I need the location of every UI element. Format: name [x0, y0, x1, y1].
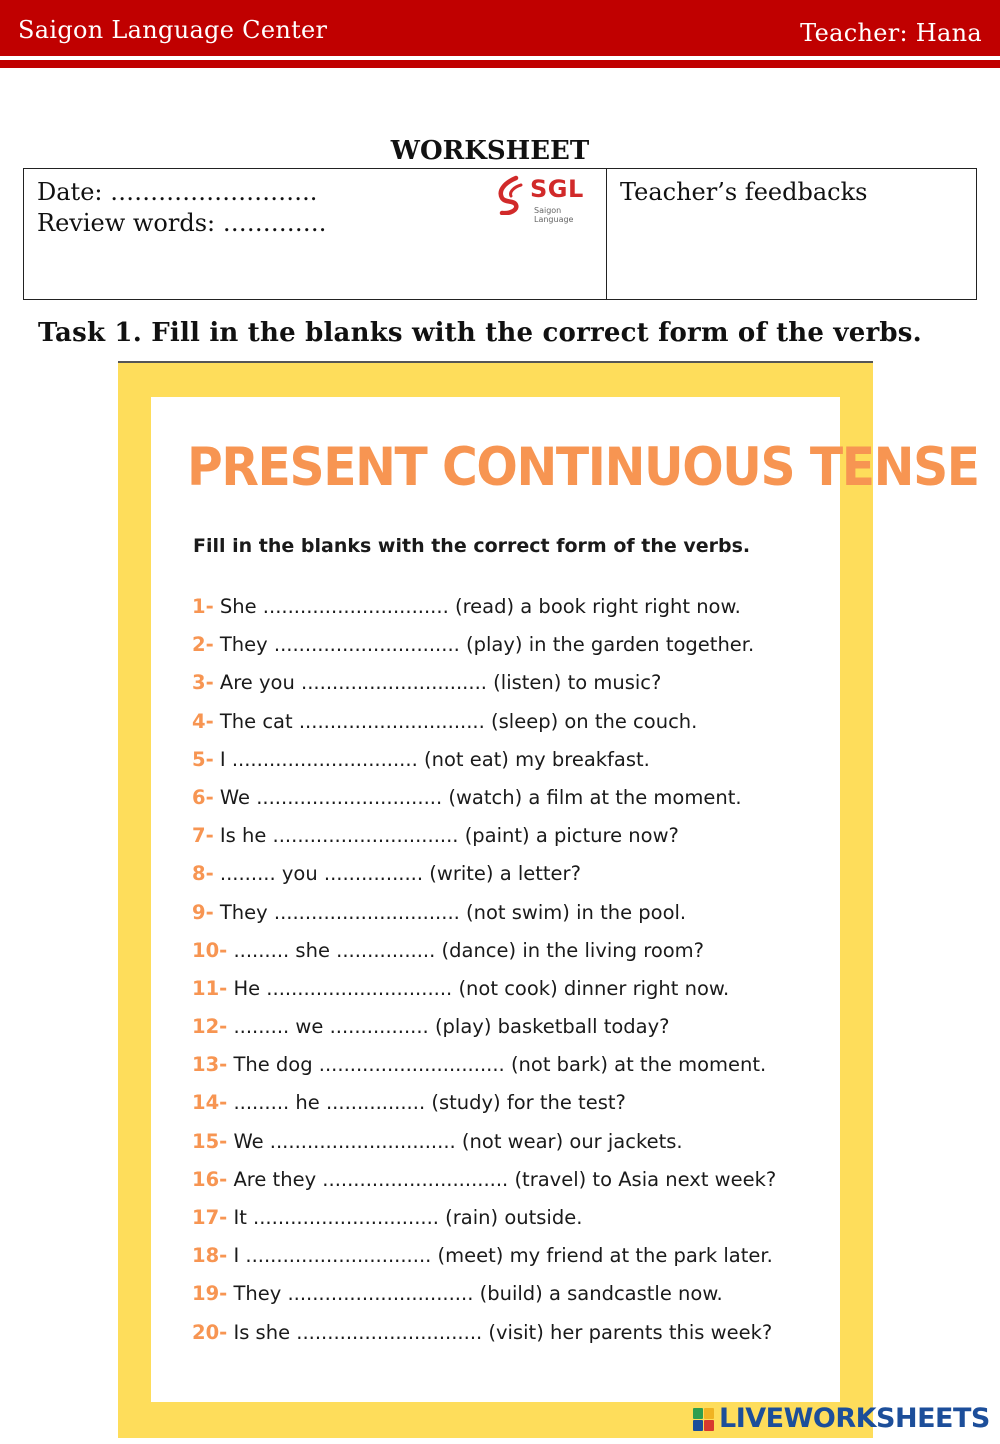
exercise-item	[192, 824, 832, 862]
exercise-number: 4-	[192, 709, 214, 733]
liveworksheets-logo-icon	[693, 1408, 715, 1432]
info-right-cell	[607, 169, 976, 299]
exercise-sentence: He .............................. (not cook) dinner right now.	[233, 976, 730, 1000]
exercise-number: 11-	[192, 976, 228, 1000]
exercise-sentence: I .............................. (not eat) my breakfast.	[219, 747, 650, 771]
review-words-line: Review words: ………….	[37, 209, 327, 237]
exercise-number: 3-	[192, 671, 214, 695]
exercise-sentence: We .............................. (not wear) our jackets.	[233, 1129, 683, 1153]
exercise-sentence: They .............................. (not swim) in the pool.	[219, 900, 687, 924]
exercise-item	[192, 748, 832, 786]
exercise-sentence: Are they .............................. (travel) to Asia next week?	[233, 1167, 777, 1191]
exercise-item	[192, 1091, 832, 1129]
exercise-sentence: They .............................. (build) a sandcastle now.	[233, 1282, 723, 1306]
exercise-number: 16-	[192, 1167, 228, 1191]
header-bar	[0, 0, 1000, 56]
exercise-number: 20-	[192, 1320, 228, 1344]
exercise-number: 15-	[192, 1129, 228, 1153]
sheet-instruction: Fill in the blanks with the correct form of the verbs.	[193, 535, 751, 557]
info-table	[23, 168, 977, 300]
exercise-item	[192, 862, 832, 900]
exercise-sentence: Is she .............................. (visit) her parents this week?	[233, 1320, 773, 1344]
exercise-item	[192, 977, 832, 1015]
teacher-feedback-label: Teacher’s feedbacks	[620, 178, 868, 206]
exercise-number: 19-	[192, 1282, 228, 1306]
exercise-item	[192, 1015, 832, 1053]
exercise-item	[192, 633, 832, 671]
exercise-item	[192, 1244, 832, 1282]
exercise-number: 18-	[192, 1244, 228, 1268]
exercise-sentence: ......... we ................ (play) basketball today?	[233, 1015, 670, 1039]
exercise-number: 17-	[192, 1206, 228, 1229]
exercise-item	[192, 1168, 832, 1206]
exercise-sheet-frame	[118, 363, 979, 1438]
exercise-item	[192, 710, 832, 748]
exercise-item	[192, 939, 832, 977]
exercise-sheet	[151, 397, 979, 1402]
exercise-number: 5-	[192, 747, 214, 771]
info-left-cell	[24, 169, 607, 299]
exercise-number: 10-	[192, 938, 228, 962]
exercise-item	[192, 1206, 832, 1244]
exercise-number: 12-	[192, 1015, 228, 1039]
exercise-sentence: The cat .............................. (sleep) on the couch.	[219, 709, 698, 733]
center-name: Saigon Language Center	[18, 16, 328, 44]
exercise-item	[192, 1130, 832, 1168]
teacher-name: Teacher: Hana	[800, 19, 982, 47]
exercise-number: 1-	[192, 595, 214, 618]
exercise-sentence: We .............................. (watch) a film at the moment.	[219, 785, 742, 809]
exercise-number: 8-	[192, 862, 214, 886]
exercise-item	[192, 786, 832, 824]
logo-text: SGL	[530, 175, 584, 203]
header-underline	[0, 60, 1000, 68]
sgl-logo-icon	[494, 175, 528, 215]
exercise-number: 2-	[192, 633, 214, 657]
exercise-number: 6-	[192, 785, 214, 809]
exercise-sentence: Are you .............................. (listen) to music?	[219, 671, 662, 695]
exercise-sentence: ......... you ................ (write) a letter?	[219, 862, 581, 886]
watermark-text: LIVEWORKSHEETS	[719, 1403, 990, 1434]
exercise-sentence: They .............................. (play) in the garden together.	[219, 633, 755, 657]
exercise-number: 14-	[192, 1091, 228, 1115]
exercise-sentence: ......... she ................ (dance) in the living room?	[233, 938, 705, 962]
sheet-title: PRESENT CONTINUOUS TENSE	[187, 437, 979, 498]
exercise-number: 9-	[192, 900, 214, 924]
exercise-number: 13-	[192, 1053, 228, 1077]
logo-subtitle: Saigon Language	[534, 206, 574, 224]
exercise-sentence: ......... he ................ (study) for the test?	[233, 1091, 626, 1115]
exercise-item	[192, 1053, 832, 1091]
worksheet-title: WORKSHEET	[390, 136, 590, 166]
date-line: Date: ……………………..	[37, 178, 318, 206]
exercise-number: 7-	[192, 824, 214, 848]
liveworksheets-watermark	[693, 1404, 993, 1438]
exercise-item	[192, 901, 832, 939]
exercise-sentence: I .............................. (meet) my friend at the park later.	[233, 1244, 773, 1268]
sgl-logo	[494, 173, 594, 224]
exercise-item	[192, 1321, 832, 1359]
exercise-item	[192, 595, 832, 633]
exercise-sentence: She .............................. (read) a book right right now.	[219, 595, 741, 618]
task-heading: Task 1. Fill in the blanks with the correct form of the verbs.	[38, 318, 922, 348]
exercise-sentence: It .............................. (rain) outside.	[233, 1206, 583, 1229]
exercise-sentence: The dog .............................. (not bark) at the moment.	[233, 1053, 767, 1077]
exercise-list	[192, 595, 832, 1359]
exercise-item	[192, 1282, 832, 1320]
exercise-item	[192, 671, 832, 709]
exercise-sentence: Is he .............................. (paint) a picture now?	[219, 824, 679, 848]
